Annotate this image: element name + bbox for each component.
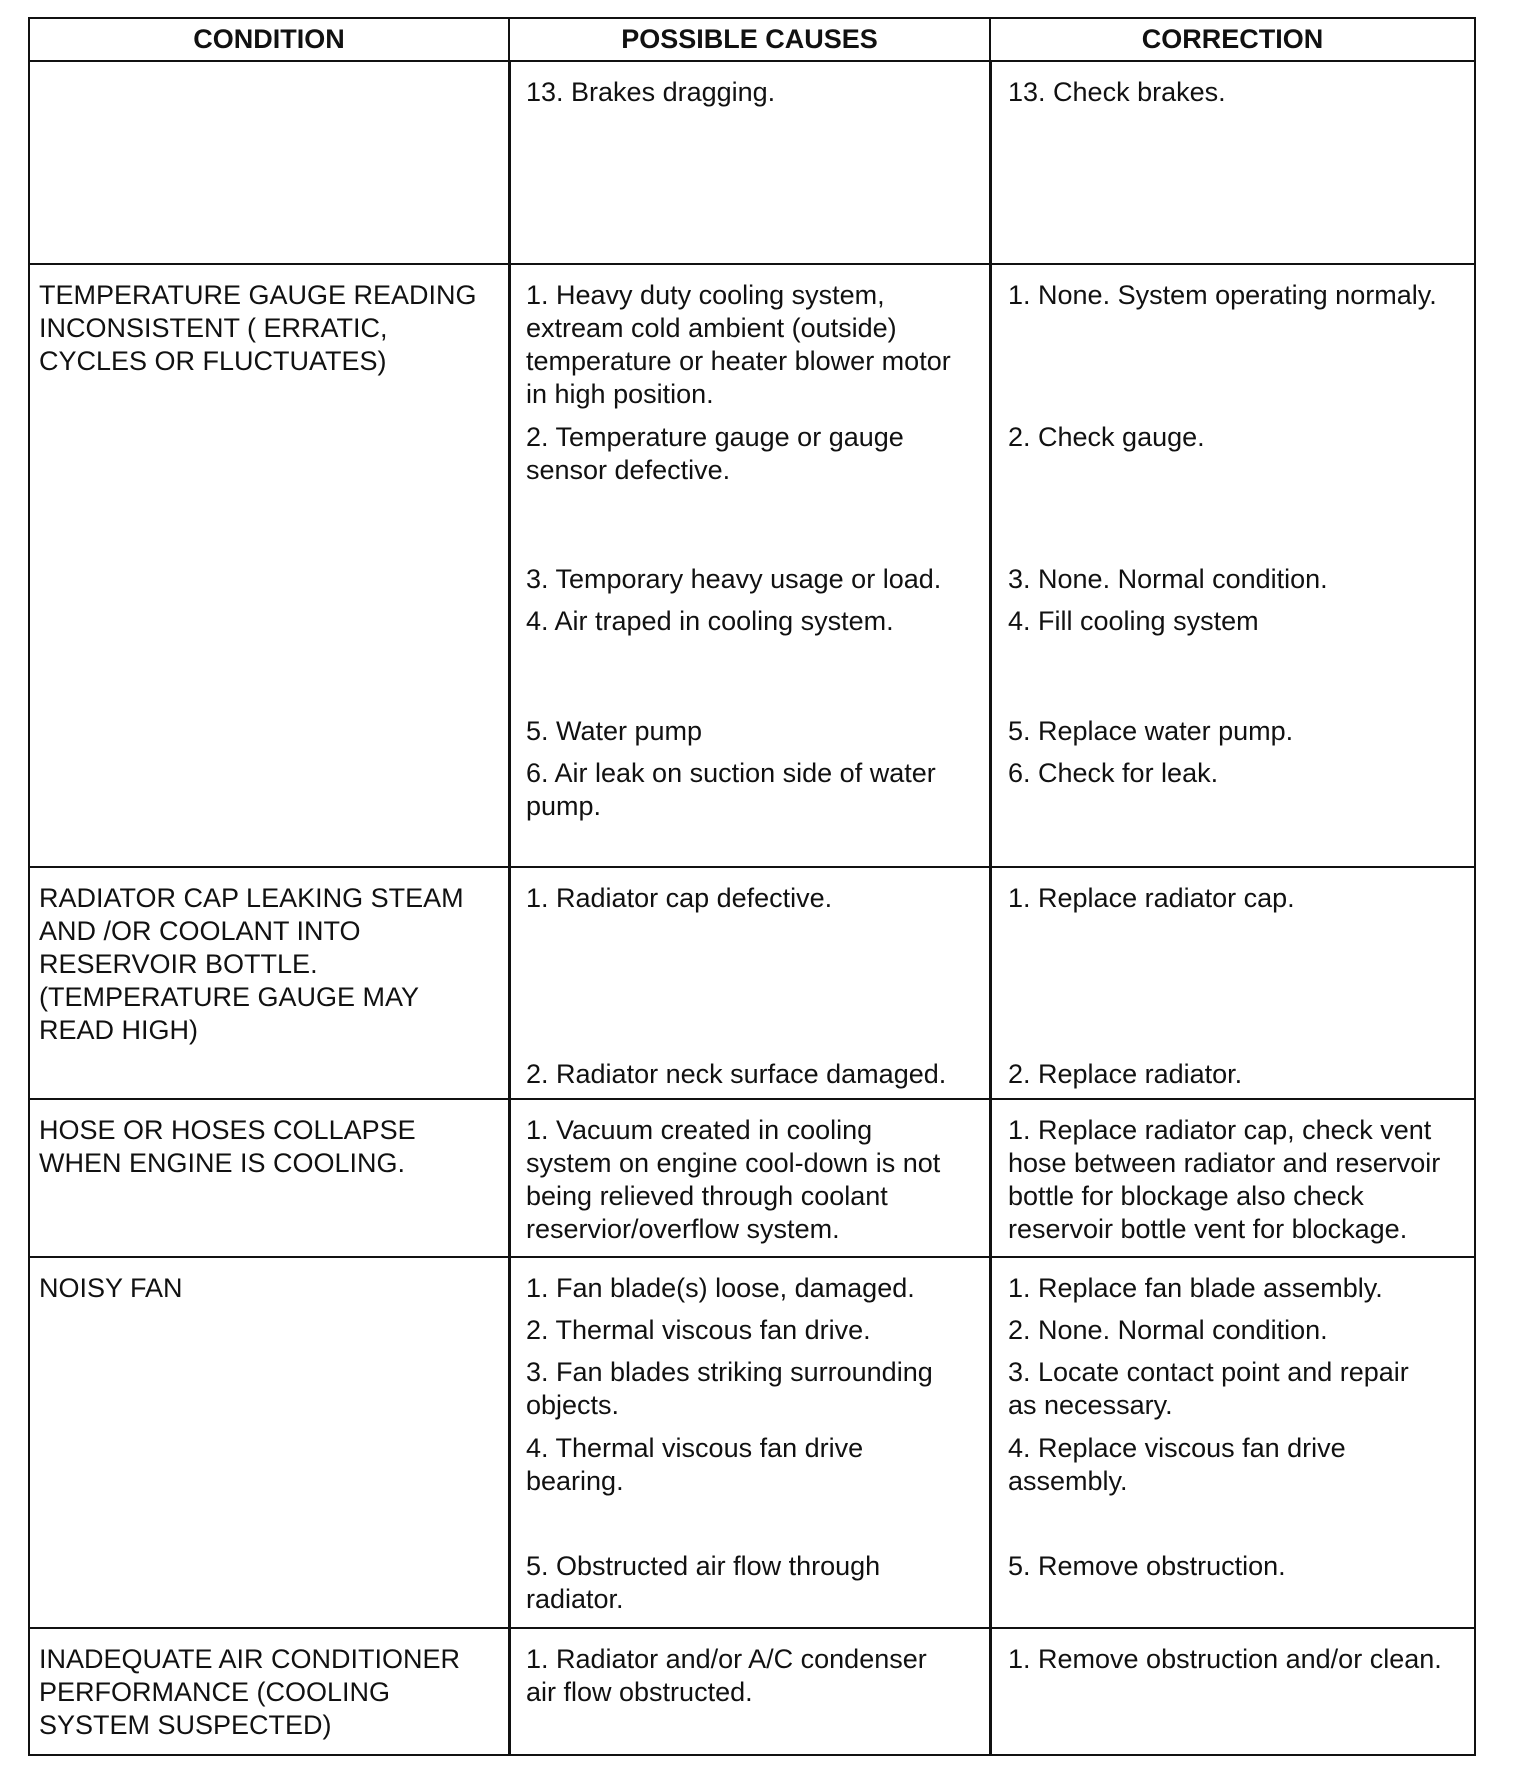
correction-item: 13. Check brakes. (1008, 77, 1226, 107)
correction-item: 2. None. Normal condition. (1008, 1315, 1328, 1345)
correction-item: 3. None. Normal condition. (1008, 564, 1328, 594)
header-correction: CORRECTION (989, 17, 1476, 62)
table-row (28, 1258, 1476, 1629)
cause-item: 13. Brakes dragging. (526, 77, 776, 107)
cause-item: 1. Radiator and/or A/C condenser air flow obstructed. (526, 1644, 927, 1707)
condition-cell: RADIATOR CAP LEAKING STEAM AND /OR COOLANT INTO RESERVOIR BOTTLE. (TEMPERATURE GAUGE MAY READ HIGH) (39, 883, 464, 1045)
correction-item: 1. Replace radiator cap. (1008, 883, 1295, 913)
table-row (28, 62, 1476, 265)
header-condition: CONDITION (28, 17, 510, 62)
table-row (28, 868, 1476, 1100)
cause-item: 3. Temporary heavy usage or load. (526, 564, 942, 594)
cause-item: 1. Radiator cap defective. (526, 883, 833, 913)
cause-item: 1. Vacuum created in cooling system on engine cool-down is not being relieved through coolant reservior/overflow system. (526, 1115, 941, 1244)
correction-item: 1. Remove obstruction and/or clean. (1008, 1644, 1442, 1674)
correction-item: 1. None. System operating normaly. (1008, 280, 1437, 310)
correction-item: 4. Replace viscous fan drive assembly. (1008, 1433, 1346, 1496)
correction-item: 1. Replace fan blade assembly. (1008, 1273, 1383, 1303)
table-row (28, 1629, 1476, 1756)
correction-item: 2. Check gauge. (1008, 422, 1205, 452)
cause-item: 2. Thermal viscous fan drive. (526, 1315, 871, 1345)
cause-item: 1. Fan blade(s) loose, damaged. (526, 1273, 915, 1303)
correction-item: 5. Replace water pump. (1008, 716, 1294, 746)
cause-item: 2. Radiator neck surface damaged. (526, 1059, 947, 1089)
cause-item: 4. Thermal viscous fan drive bearing. (526, 1433, 864, 1496)
header-possible-causes: POSSIBLE CAUSES (508, 17, 991, 62)
cause-item: 2. Temperature gauge or gauge sensor defective. (526, 422, 904, 485)
correction-item: 2. Replace radiator. (1008, 1059, 1243, 1089)
condition-cell: HOSE OR HOSES COLLAPSE WHEN ENGINE IS COOLING. (39, 1115, 416, 1178)
condition-cell: INADEQUATE AIR CONDITIONER PERFORMANCE (COOLING SYSTEM SUSPECTED) (39, 1644, 461, 1740)
table-row (28, 1100, 1476, 1258)
condition-cell: TEMPERATURE GAUGE READING INCONSISTENT ( ERRATIC, CYCLES OR FLUCTUATES) (39, 280, 477, 376)
correction-item: 3. Locate contact point and repair as necessary. (1008, 1357, 1409, 1420)
table-row (28, 265, 1476, 868)
correction-item: 6. Check for leak. (1008, 758, 1219, 788)
cause-item: 1. Heavy duty cooling system, extream cold ambient (outside) temperature or heater blower motor in high position. (526, 280, 951, 409)
cause-item: 5. Water pump (526, 716, 703, 746)
correction-item: 1. Replace radiator cap, check vent hose between radiator and reservoir bottle for blockage also check reservoir bottle vent for blockage. (1008, 1115, 1441, 1244)
correction-item: 5. Remove obstruction. (1008, 1551, 1286, 1581)
correction-item: 4. Fill cooling system (1008, 606, 1259, 636)
cause-item: 3. Fan blades striking surrounding objects. (526, 1357, 933, 1420)
cause-item: 6. Air leak on suction side of water pump. (526, 758, 936, 821)
cause-item: 5. Obstructed air flow through radiator. (526, 1551, 881, 1614)
condition-cell: NOISY FAN (39, 1273, 183, 1303)
cause-item: 4. Air traped in cooling system. (526, 606, 894, 636)
